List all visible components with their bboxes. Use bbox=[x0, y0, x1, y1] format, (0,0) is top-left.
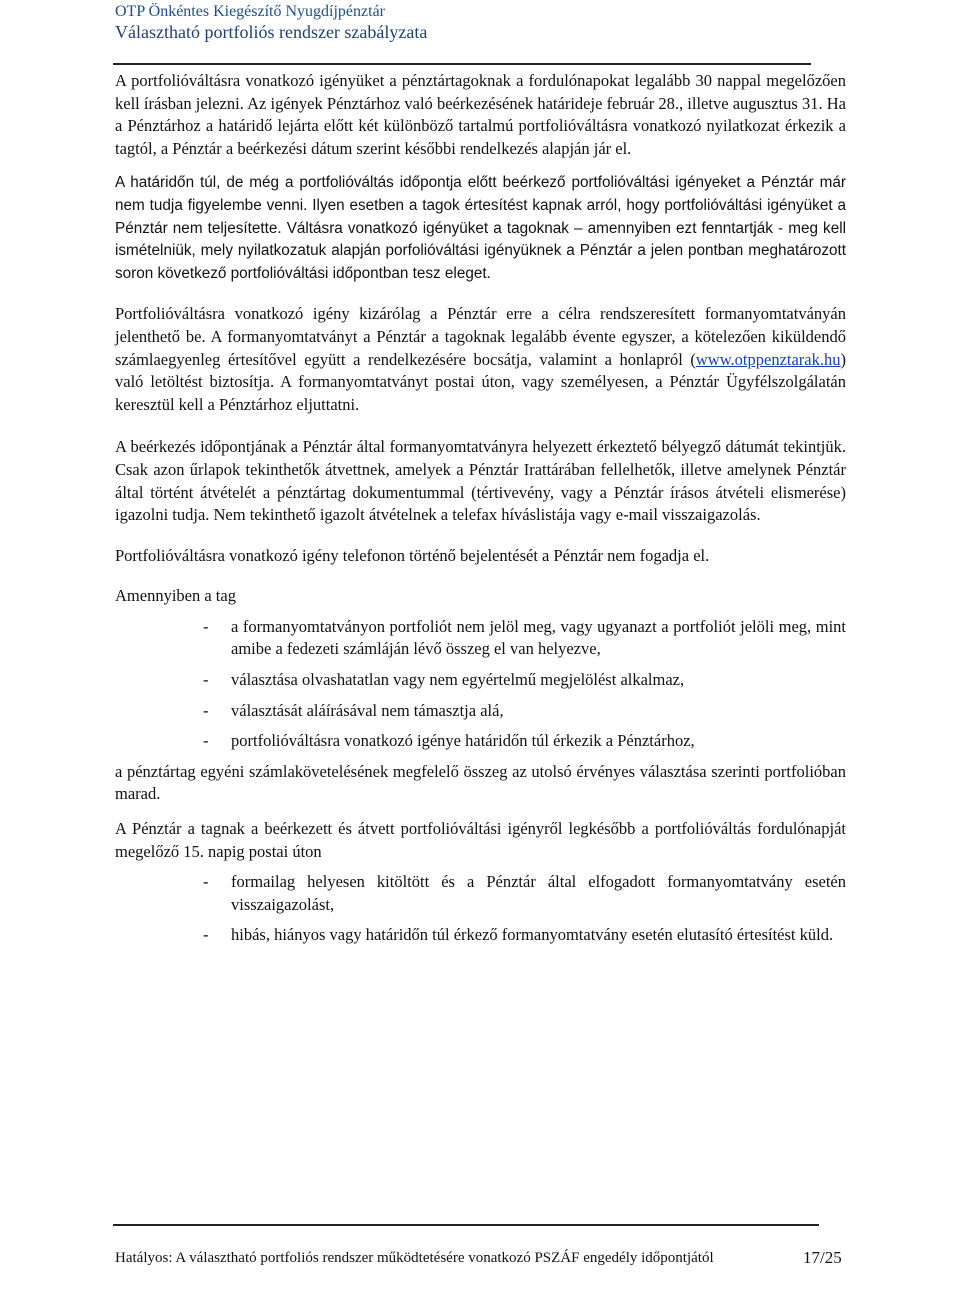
list-item bbox=[115, 924, 846, 947]
dash-bullet: - bbox=[203, 872, 209, 892]
footer-effective-text: Hatályos: A választható portfoliós rendszer működtetésére vonatkozó PSZÁF engedély időpontjától bbox=[115, 1250, 714, 1266]
paragraph-telephone: Portfolióváltásra vonatkozó igény telefonon történő bejelentését a Pénztár nem fogadja el. bbox=[115, 545, 710, 565]
header-organization: OTP Önkéntes Kiegészítő Nyugdíjpénztár bbox=[115, 3, 386, 20]
paragraph-if-member: Amennyiben a tag bbox=[115, 586, 236, 606]
dash-bullet: - bbox=[203, 616, 209, 636]
page-number: 17/25 bbox=[803, 1248, 842, 1267]
conditions-list bbox=[115, 616, 846, 753]
notification-list bbox=[115, 871, 846, 947]
list-item-text: választását aláírásával nem támasztja alá, bbox=[231, 700, 504, 720]
footer-divider bbox=[113, 1224, 819, 1226]
list-item-text: hibás, hiányos vagy határidőn túl érkező formanyomtatvány esetén elutasító értesítést küld. bbox=[231, 925, 834, 945]
list-item bbox=[115, 871, 846, 916]
list-item-text: portfolióváltásra vonatkozó igénye határidőn túl érkezik a Pénztárhoz, bbox=[231, 731, 695, 751]
paragraph-receipt-date: A beérkezés időpontjának a Pénztár által formanyomtatványra helyezett érkeztető bélyegző dátumát tekintjük. Csak azon űrlapok tekinthetők átvettnek, amelyek a Pénztár Irattárában fellelhetők, illetve amelynek Pénztár által történt átvételét a pénztártag dokumentummal (tértivevény, vagy a Pénztár írásos átvételi elismerése) igazolni tudja. Nem tekinthető igazolt átvételnek a telefax híváslistája vagy e-mail visszaigazolás. bbox=[115, 437, 846, 525]
list-item-text: választása olvashatatlan vagy nem egyértelmű megjelölést alkalmaz, bbox=[231, 670, 685, 690]
paragraph-form bbox=[115, 303, 846, 416]
dash-bullet: - bbox=[203, 700, 209, 720]
list-item bbox=[115, 730, 846, 753]
list-item bbox=[115, 616, 846, 661]
paragraph-notification: A Pénztár a tagnak a beérkezett és átvett portfolióváltási igényről legkésőbb a portfolióváltás fordulónapját megelőző 15. napig postai úton bbox=[115, 819, 846, 861]
dash-bullet: - bbox=[203, 925, 209, 945]
document-body bbox=[115, 70, 846, 955]
paragraph-late-requests: A határidőn túl, de még a portfolióváltás időpontja előtt beérkező portfolióváltási igényeket a Pénztár már nem tudja figyelembe venni. Ilyen esetben a tagok értesítést kapnak arról, hogy portfolióváltási igényüket a Pénztár nem teljesítette. Váltásra vonatkozó igényüket a tagoknak – amennyiben ezt fenntartják - meg kell ismételniük, mely nyilatkozatuk alapján porfolióváltási igényüknek a Pénztár a jelen pontban meghatározott soron következő portfolióváltási időpontban tesz eleget. bbox=[115, 174, 846, 282]
paragraph-form-text-1: Portfolióváltásra vonatkozó igény kizárólag a Pénztár erre a célra rendszeresített formanyomtatványán jelenthető be. A formanyomtatványt a Pénztár a tagoknak legalább évente egyszer, a kötelezően kiküldendő számlaegyenleg értesítővel együtt a rendelkezésére bocsátja, valamint a honlapról ( bbox=[115, 304, 846, 369]
header-document-title: Választható portfoliós rendszer szabályzata bbox=[115, 22, 428, 42]
website-link[interactable]: www.otppenztarak.hu bbox=[695, 349, 841, 369]
paragraph-form-text-2: ) való letöltést biztosítja. A formanyomtatványt postai úton, vagy személyesen, a Pénztár Ügyfélszolgálatán keresztül kell a Pénztárhoz eljuttatni. bbox=[115, 349, 846, 414]
paragraph-balance-remains: a pénztártag egyéni számlakövetelésének megfelelő összeg az utolsó érvényes választása szerinti portfolióban marad. bbox=[115, 761, 846, 804]
list-item bbox=[115, 669, 846, 692]
list-item-text: formailag helyesen kitöltött és a Pénztár által elfogadott formanyomtatvány esetén visszaigazolást, bbox=[231, 872, 846, 914]
header-divider bbox=[113, 63, 811, 65]
list-item bbox=[115, 700, 846, 723]
dash-bullet: - bbox=[203, 670, 209, 690]
paragraph-deadline: A portfolióváltásra vonatkozó igényüket a pénztártagoknak a fordulónapokat legalább 30 nappal megelőzően kell írásban jelezni. Az igények Pénztárhoz való beérkezésének határideje február 28., illetve augusztus 31. Ha a Pénztárhoz a határidő lejárta előtt két különböző tartalmú portfolióváltásra vonatkozó nyilatkozat érkezik a tagtól, a Pénztár a beérkezési dátum szerint későbbi rendelkezés alapján jár el. bbox=[115, 71, 846, 158]
dash-bullet: - bbox=[203, 731, 209, 751]
list-item-text: a formanyomtatványon portfoliót nem jelöl meg, vagy ugyanazt a portfoliót jelöli meg, mint amibe a fedezeti számláján lévő összeg el van helyezve, bbox=[231, 616, 846, 659]
